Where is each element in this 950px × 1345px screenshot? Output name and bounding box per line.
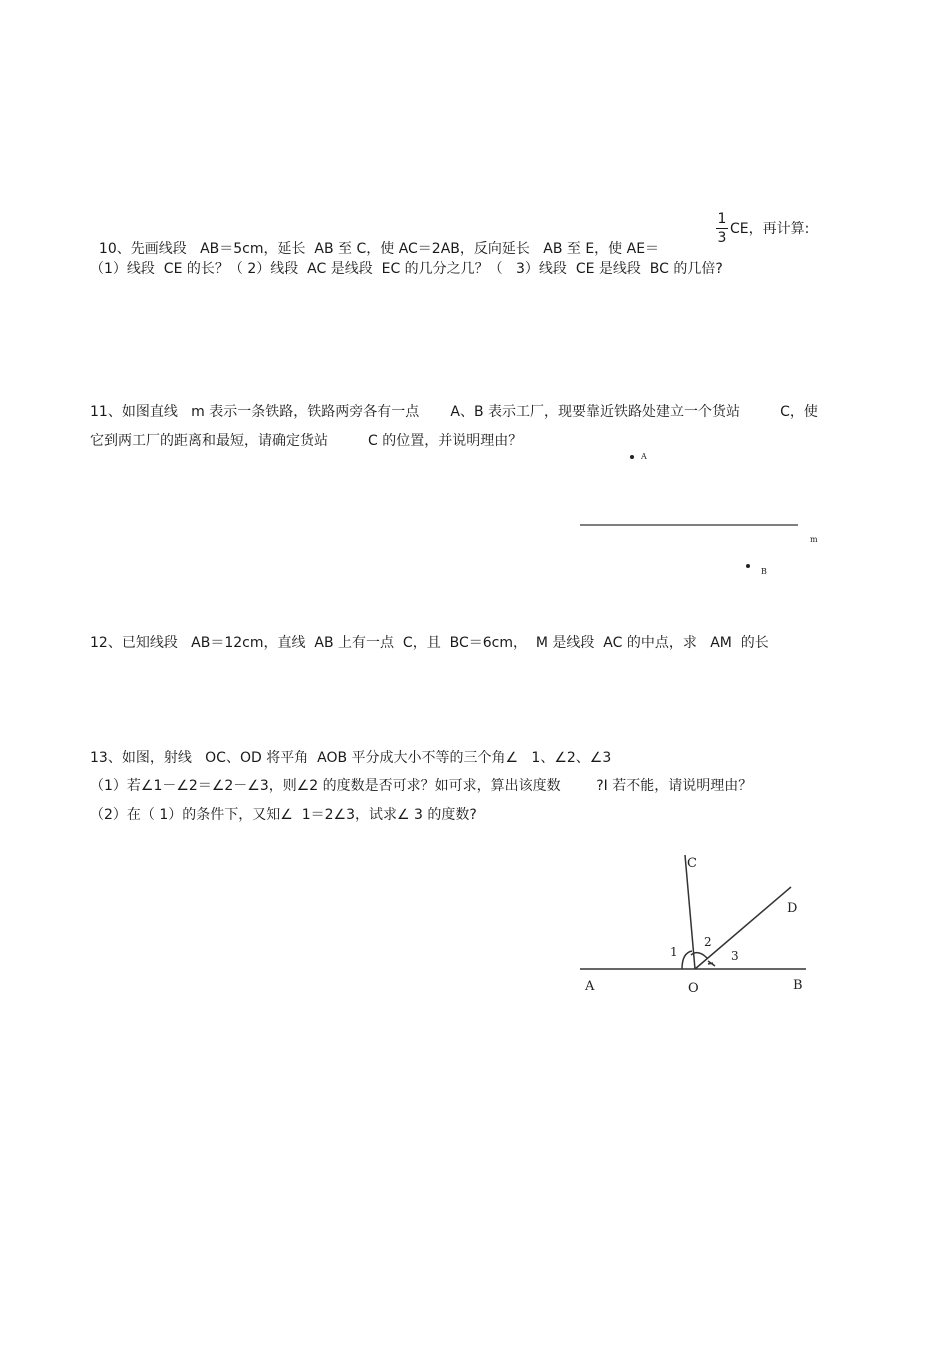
- q13-line3: （2）在（ 1）的条件下，又知∠ 1＝2∠3，试求∠ 3 的度数?: [90, 807, 477, 823]
- q10-fraction-bar: [716, 228, 728, 229]
- q10-fraction-denominator: 3: [717, 230, 727, 246]
- q12-line1: 12、已知线段 AB＝12cm，直线 AB 上有一点 C，且 BC＝6cm， M 是线段 AC 的中点，求 AM 的长: [90, 635, 769, 651]
- q13-label-angle-3: 3: [731, 949, 739, 963]
- q10-text-after-fraction: CE，再计算:: [730, 221, 810, 237]
- q11-line1: 11、如图直线 m 表示一条铁路，铁路两旁各有一点 A、B 表示工厂，现要靠近铁路处建立一个货站 C，使: [90, 404, 818, 420]
- q13-label-angle-2: 2: [704, 935, 712, 949]
- q10-fraction-numerator: 1: [717, 211, 727, 227]
- q11-point-b-dot: [746, 564, 750, 568]
- q13-angle-figure: [570, 845, 820, 1005]
- q10-line2: （1）线段 CE 的长？（ 2）线段 AC 是线段 EC 的几分之几？（ 3）线段 CE 是线段 BC 的几倍?: [90, 261, 723, 277]
- q13-label-d: D: [787, 901, 798, 916]
- q10-text-before-fraction: 10、先画线段 AB＝5cm，延长 AB 至 C，使 AC＝2AB，反向延长 AB 至 E，使 AE＝: [98, 241, 660, 257]
- q13-label-b: B: [793, 978, 803, 993]
- q13-label-c: C: [687, 856, 697, 871]
- q11-line2: 它到两工厂的距离和最短，请确定货站 C 的位置，并说明理由？: [90, 433, 523, 449]
- q13-label-a: A: [585, 979, 595, 994]
- q11-point-b-label: B: [761, 567, 767, 576]
- q13-angle-3-arc: [708, 961, 715, 966]
- q11-figure: [570, 445, 830, 580]
- q10-fraction: [716, 211, 728, 246]
- q13-label-angle-1: 1: [670, 945, 678, 959]
- q10-line1: [90, 219, 659, 259]
- q13-line2: （1）若∠1－∠2＝∠2－∠3，则∠2 的度数是否可求？如可求，算出该度数 ?I 若不能，请说明理由？: [90, 778, 753, 794]
- q13-line1: 13、如图，射线 OC、OD 将平角 AOB 平分成大小不等的三个角∠ 1、∠2、∠3: [90, 750, 612, 766]
- q13-angle-1-arc: [682, 951, 692, 969]
- q11-point-a-label: A: [641, 452, 647, 461]
- q11-point-a-dot: [630, 455, 634, 459]
- q11-line-m-label: m: [810, 535, 818, 544]
- q13-ray-od: [695, 887, 791, 969]
- q13-label-o: O: [688, 981, 699, 996]
